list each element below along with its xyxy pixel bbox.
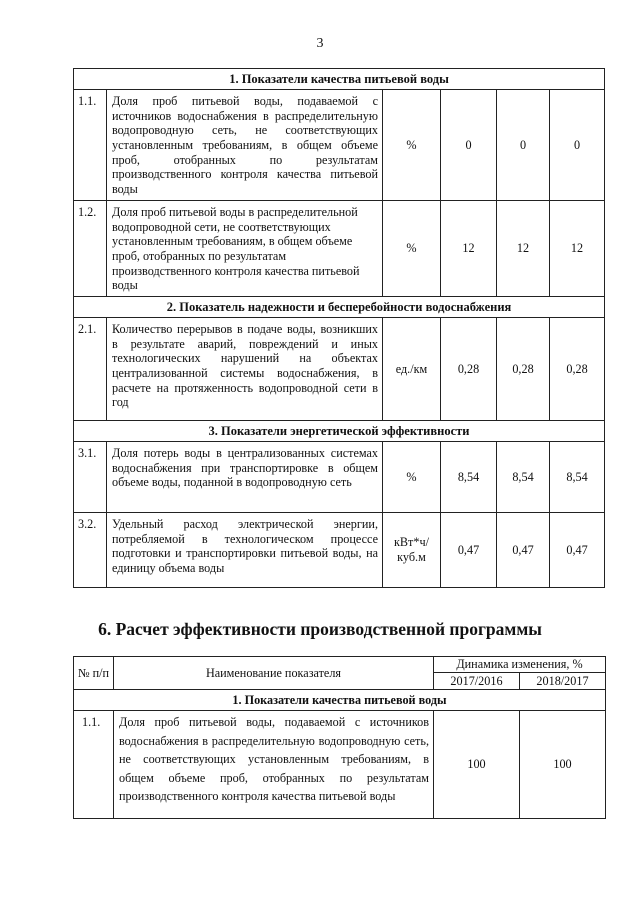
unit: ед./км (383, 318, 441, 421)
value-cell: 0,47 (550, 513, 605, 588)
value-cell: 0 (550, 90, 605, 201)
unit: кВт*ч/ куб.м (383, 513, 441, 588)
section-title: 3. Показатели энергетической эффективности (74, 421, 605, 442)
table-row (74, 513, 605, 588)
value-cell: 8,54 (441, 442, 497, 513)
table-row (74, 442, 605, 513)
value-cell: 100 (434, 711, 520, 819)
indicator-name: Доля проб питьевой воды, подаваемой с источников водоснабжения в распределительную водопроводную сеть, не соответствующих установленным требованиям, в общем объеме проб, отобранных по результатам производственного контроля качества питьевой воды (114, 711, 434, 819)
unit: % (383, 90, 441, 201)
indicators-table (73, 68, 605, 588)
table-row (74, 90, 605, 201)
page-number: 3 (316, 36, 324, 51)
row-number: 1.1. (74, 90, 107, 201)
section-header-row (74, 690, 606, 711)
section-title: 2. Показатель надежности и бесперебойности водоснабжения (74, 297, 605, 318)
value-cell: 12 (550, 201, 605, 297)
section-title: 1. Показатели качества питьевой воды (74, 690, 606, 711)
indicator-name: Количество перерывов в подаче воды, возникших в результате аварий, повреждений и иных технологических нарушений на объектах централизованной системы водоснабжения, в расчете на протяженность водопроводной сети в год (107, 318, 383, 421)
indicator-name: Доля проб питьевой воды, подаваемой с источников водоснабжения в распределительную водопроводную сеть, не соответствующих установленным требованиям, в общем объеме проб, отобранных по результатам производственного контроля качества питьевой воды (107, 90, 383, 201)
section-header-row (74, 421, 605, 442)
indicator-name: Доля потерь воды в централизованных системах водоснабжения при транспортировке в общем объеме воды, поданной в водопроводную сеть (107, 442, 383, 513)
value-cell: 0,28 (497, 318, 550, 421)
value-cell: 12 (441, 201, 497, 297)
value-cell: 12 (497, 201, 550, 297)
section-header-row (74, 297, 605, 318)
value-cell: 0 (441, 90, 497, 201)
efficiency-table (73, 656, 606, 819)
header-row (74, 657, 606, 673)
value-cell: 0,47 (441, 513, 497, 588)
row-number: 1.2. (74, 201, 107, 297)
unit: % (383, 201, 441, 297)
value-cell: 0 (497, 90, 550, 201)
row-number: 3.2. (74, 513, 107, 588)
section-heading: 6. Расчет эффективности производственной программы (98, 619, 542, 639)
value-cell: 8,54 (497, 442, 550, 513)
table-row (74, 201, 605, 297)
period-header: 2017/2016 (434, 673, 520, 690)
value-cell: 100 (520, 711, 606, 819)
section-header-row (74, 69, 605, 90)
name-header: Наименование показателя (114, 657, 434, 690)
value-cell: 0,28 (550, 318, 605, 421)
section-title: 1. Показатели качества питьевой воды (74, 69, 605, 90)
value-cell: 8,54 (550, 442, 605, 513)
unit: % (383, 442, 441, 513)
table-row (74, 711, 606, 819)
value-cell: 0,28 (441, 318, 497, 421)
row-number: 1.1. (74, 711, 114, 819)
indicator-name: Удельный расход электрической энергии, потребляемой в технологическом процессе подготовки и транспортировки питьевой воды, на единицу объема воды (107, 513, 383, 588)
dynamics-header: Динамика изменения, % (434, 657, 606, 673)
number-header: № п/п (74, 657, 114, 690)
row-number: 2.1. (74, 318, 107, 421)
table-row (74, 318, 605, 421)
period-header: 2018/2017 (520, 673, 606, 690)
value-cell: 0,47 (497, 513, 550, 588)
indicator-name: Доля проб питьевой воды в распределительной водопроводной сети, не соответствующих установленным требованиям, в общем объеме проб, отобранных по результатам производственного контроля качества питьевой воды (107, 201, 383, 297)
row-number: 3.1. (74, 442, 107, 513)
